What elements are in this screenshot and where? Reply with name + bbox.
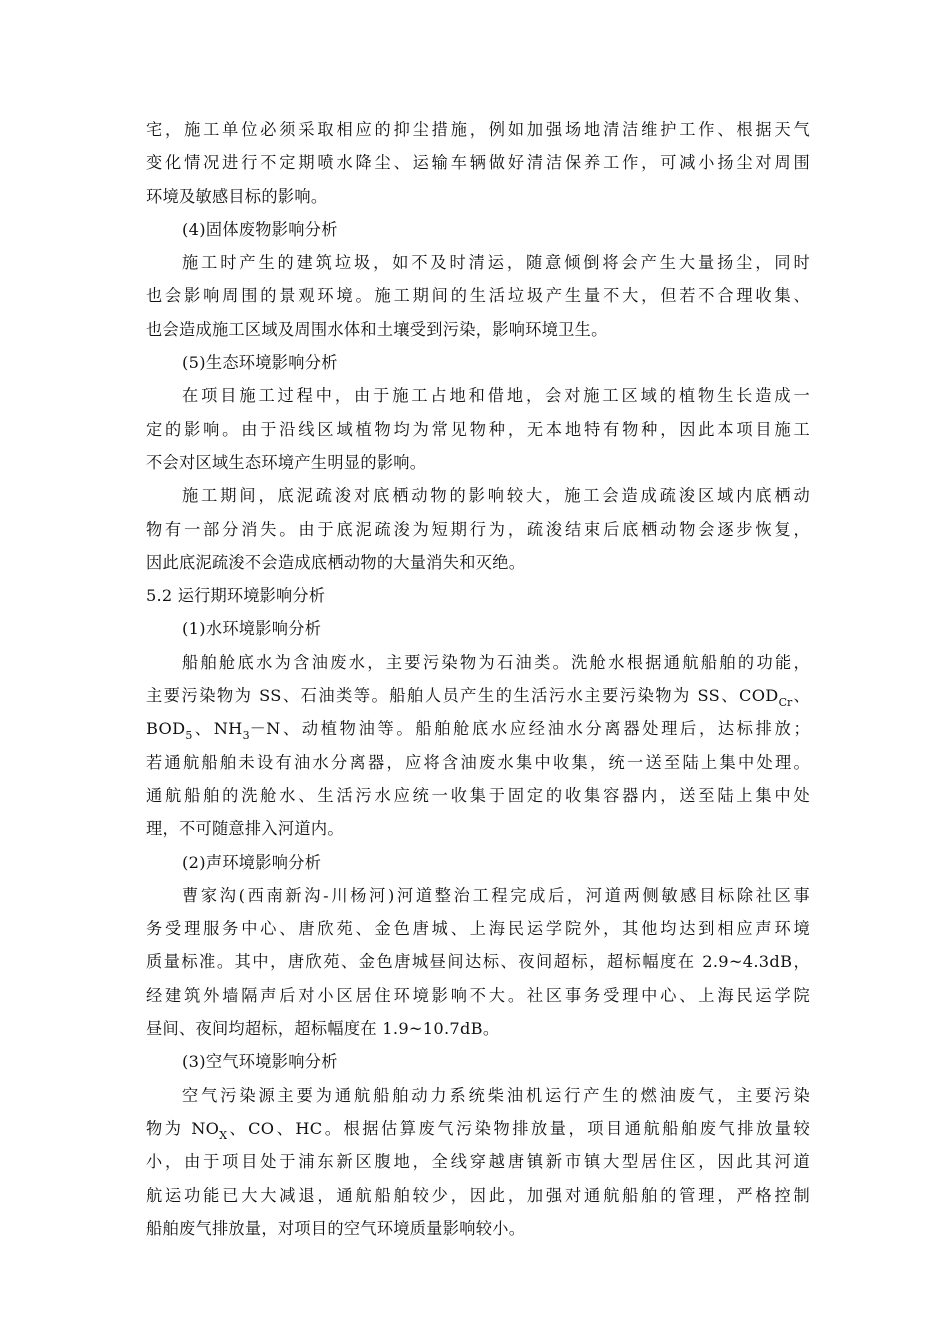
text-line: 小，由于项目处于浦东新区腹地，全线穿越唐镇新市镇大型居住区，因此其河道 <box>146 1152 810 1172</box>
text-line: 航运功能已大大减退，通航船舶较少，因此，加强对通航船舶的管理，严格控制 <box>146 1185 810 1205</box>
paragraph-noise <box>146 879 810 1045</box>
subscript: X <box>219 1128 228 1142</box>
subscript: 3 <box>242 729 250 743</box>
text-line: 空气污染源主要为通航船舶动力系统柴油机运行产生的燃油废气，主要污染 <box>182 1085 810 1105</box>
text-line: 质量标准。其中，唐欣苑、金色唐城昼间达标、夜间超标，超标幅度在 2.9~4.3dB， <box>146 952 810 972</box>
text-line: 务受理服务中心、唐欣苑、金色唐城、上海民运学院外，其他均达到相应声环境 <box>146 919 810 939</box>
text-line <box>146 1112 810 1145</box>
heading-solid-waste: (4)固体废物影响分析 <box>182 219 338 239</box>
text-line <box>146 712 810 745</box>
text-run: 、NH <box>192 719 243 739</box>
text-line: 经建筑外墙隔声后对小区居住环境影响不大。社区事务受理中心、上海民运学院 <box>146 985 810 1005</box>
text-run: 、CO、HC。根据估算废气污染物排放量，项目通航船舶废气排放量较 <box>227 1118 810 1138</box>
text-run: BOD <box>146 719 186 739</box>
text-line: 曹家沟(西南新沟-川杨河)河道整治工程完成后，河道两侧敏感目标除社区事 <box>182 885 810 905</box>
text-line: 施工期间，底泥疏浚对底栖动物的影响较大，施工会造成疏浚区域内底栖动 <box>182 486 810 506</box>
text-line: 理，不可随意排入河道内。 <box>146 819 344 839</box>
document-page <box>146 113 810 1245</box>
text-line: 船舶舱底水为含油废水，主要污染物为石油类。洗舱水根据通航船舶的功能， <box>182 652 810 672</box>
text-line: 在项目施工过程中，由于施工占地和借地，会对施工区域的植物生长造成一 <box>182 386 810 406</box>
text-run: 物为 NO <box>146 1118 220 1138</box>
section-heading-5-2: 5.2 运行期环境影响分析 <box>146 586 326 606</box>
text-line: 变化情况进行不定期喷水降尘、运输车辆做好清洁保养工作，可减小扬尘对周围 <box>146 153 810 173</box>
paragraph-dust-control <box>146 113 810 213</box>
text-run: －N、动植物油等。船舶舱底水应经油水分离器处理后，达标排放； <box>249 719 810 739</box>
heading-air: (3)空气环境影响分析 <box>182 1052 338 1072</box>
paragraph-solid-waste <box>146 246 810 346</box>
text-run: 主要污染物为 SS、石油类等。船舶人员产生的生活污水主要污染物为 SS、COD <box>146 686 779 706</box>
text-line: 通航船舶的洗舱水、生活污水应统一收集于固定的收集容器内，送至陆上集中处 <box>146 785 810 805</box>
text-line: 施工时产生的建筑垃圾，如不及时清运，随意倾倒将会产生大量扬尘，同时 <box>182 253 810 273</box>
paragraph-ecology-2 <box>146 479 810 579</box>
paragraph-ecology-1 <box>146 379 810 479</box>
text-line: 环境及敏感目标的影响。 <box>146 186 328 206</box>
subscript: 5 <box>185 729 193 743</box>
text-line: 不会对区域生态环境产生明显的影响。 <box>146 452 427 472</box>
text-line: 宅，施工单位必须采取相应的抑尘措施，例如加强场地清洁维护工作、根据天气 <box>146 120 810 139</box>
heading-ecology: (5)生态环境影响分析 <box>182 353 338 373</box>
text-line: 因此底泥疏浚不会造成底栖动物的大量消失和灭绝。 <box>146 552 526 572</box>
text-run: 、 <box>792 686 810 706</box>
text-line: 定的影响。由于沿线区域植物均为常见物种，无本地特有物种，因此本项目施工 <box>146 419 810 439</box>
paragraph-air <box>146 1079 810 1245</box>
text-line: 也会影响周围的景观环境。施工期间的生活垃圾产生量不大，但若不合理收集、 <box>146 286 810 306</box>
text-line: 若通航船舶未设有油水分离器，应将含油废水集中收集，统一送至陆上集中处理。 <box>146 752 810 772</box>
paragraph-water <box>146 646 810 846</box>
heading-noise: (2)声环境影响分析 <box>182 852 322 872</box>
subscript: Cr <box>778 696 793 710</box>
text-line: 船舶废气排放量，对项目的空气环境质量影响较小。 <box>146 1218 526 1238</box>
text-line: 也会造成施工区域及周围水体和土壤受到污染，影响环境卫生。 <box>146 319 608 339</box>
text-line: 物有一部分消失。由于底泥疏浚为短期行为，疏浚结束后底栖动物会逐步恢复， <box>146 519 810 539</box>
text-line: 昼间、夜间均超标，超标幅度在 1.9~10.7dB。 <box>146 1019 500 1039</box>
text-line <box>146 679 810 712</box>
heading-water: (1)水环境影响分析 <box>182 619 322 639</box>
